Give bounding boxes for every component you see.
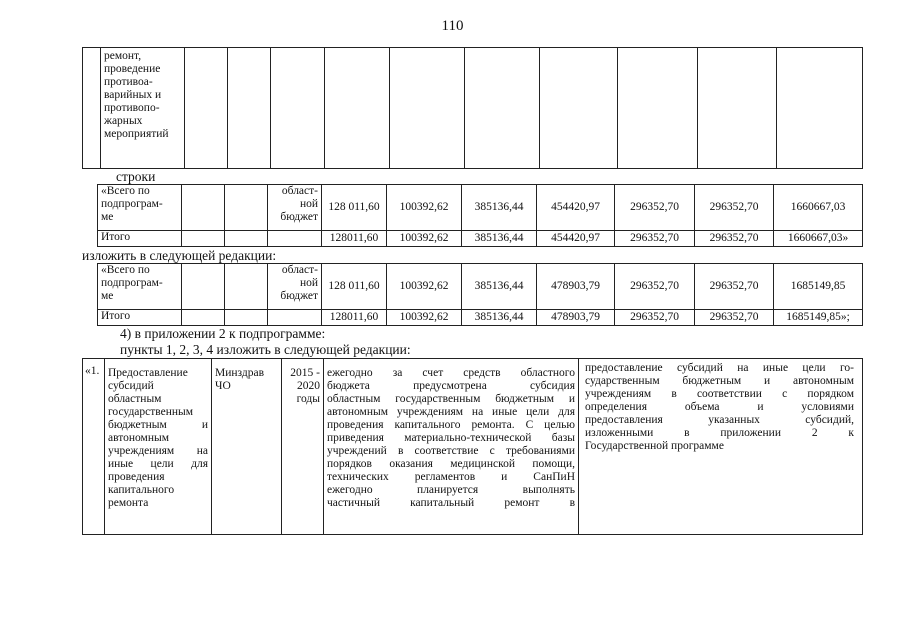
cell-empty [225,231,268,247]
cell-empty [777,48,863,169]
value-cell: 385136,44 [462,231,537,247]
value-cell: 128 011,60 [322,185,387,231]
cell-empty [618,48,698,169]
label-new-edition: изложить в следующей редакции: [82,248,277,263]
value-cell: 385136,44 [462,310,537,326]
measure-row [83,359,863,535]
measure-content [324,359,579,535]
source-line: бюджет [280,290,318,302]
row-name-line: ме [101,290,114,302]
measure-line: ремонт, [104,50,142,62]
measure-name-line: субсидий [108,380,154,392]
measure-name-line: государственным [108,406,194,418]
executor-line: ЧО [215,380,231,392]
row-name-line: «Всего по [101,185,150,197]
value-cell: 1685149,85»; [774,310,863,326]
cell-measure-name [101,48,185,169]
content-line: бюджета предусмотрена субсидия [327,380,575,392]
value-cell: 478903,79 [537,264,615,310]
executor-line: Минздрав [215,367,265,379]
table-row [98,231,863,247]
value-cell: 128011,60 [322,310,387,326]
table-row [98,185,863,231]
row-name-line: ме [101,211,114,223]
cell-number [83,48,101,169]
content-line: приведения материально-технической базы [327,432,575,444]
source-line: ной [299,277,318,289]
measure-name-line: ремонта [108,497,149,509]
expected-result [579,359,863,535]
result-line: сударственным бюджетным и автономным [585,375,854,387]
table-row [98,264,863,310]
value-cell: 296352,70 [615,185,695,231]
measure-name [105,359,212,535]
value-cell: 454420,97 [537,185,615,231]
cell-empty [182,231,225,247]
value-cell: 296352,70 [615,264,695,310]
cell-empty [465,48,540,169]
value-cell: 385136,44 [462,185,537,231]
cell-empty [225,310,268,326]
funding-source [268,264,322,310]
cell-empty [182,264,225,310]
measure-name-line: автономным [108,432,169,444]
value-cell: 296352,70 [695,231,774,247]
item-number: «1. [83,359,105,535]
row-name [98,185,182,231]
result-line: учреждениям в соответствии с порядком [585,388,854,400]
cell-empty [225,185,268,231]
content-line: областным государственным бюджетным и [327,393,575,405]
content-line: проведения капитального ремонта. С целью [327,419,575,431]
content-line: учреждений в соответствие с требованиями [327,445,575,457]
period-line: годы [296,393,320,405]
result-line: определения объема и условиями [585,401,854,413]
source-line: бюджет [280,211,318,223]
new-totals-table [97,263,863,326]
value-cell: 1660667,03» [774,231,863,247]
source-line: област- [281,264,318,276]
source-line: област- [281,185,318,197]
cell-empty [540,48,618,169]
value-cell: 296352,70 [615,231,695,247]
cell-empty [228,48,271,169]
measure-line: противопо- [104,102,160,114]
content-line: частичный капитальный ремонт в [327,497,575,509]
period-line: 2015 - [290,367,320,379]
measure-table [82,358,863,535]
cell-empty [325,48,390,169]
measure-line: проведение [104,63,161,75]
period [282,359,324,535]
cell-empty [185,48,228,169]
value-cell: 454420,97 [537,231,615,247]
measure-line: противоа- [104,76,153,88]
row-name: Итого [98,231,182,247]
value-cell: 296352,70 [695,264,774,310]
value-cell: 100392,62 [387,310,462,326]
value-cell: 296352,70 [695,310,774,326]
period-line: 2020 [297,380,320,392]
value-cell: 296352,70 [615,310,695,326]
continuation-row [83,48,863,169]
old-totals-table [97,184,863,247]
cell-empty [268,231,322,247]
row-name-line: подпрограм- [101,198,163,210]
funding-source [268,185,322,231]
content-line: ежегодно за счет средств областного [327,367,575,379]
cell-empty [390,48,465,169]
value-cell: 100392,62 [387,231,462,247]
cell-empty [698,48,777,169]
value-cell: 128011,60 [322,231,387,247]
value-cell: 100392,62 [387,264,462,310]
result-line: Государственной программе [585,440,724,452]
content-line: порядков оказания медицинской помощи, [327,458,575,470]
continuation-table [82,47,863,169]
value-cell: 128 011,60 [322,264,387,310]
cell-empty [271,48,325,169]
measure-name-line: учреждениям на [108,445,208,457]
measure-line: жарных [104,115,143,127]
measure-name-line: областным [108,393,162,405]
measure-name-line: Предоставление [108,367,188,379]
measure-name-line: капитального [108,484,175,496]
content-line: технических регламентов и СанПиН [327,471,575,483]
row-name-line: подпрограм- [101,277,163,289]
row-name: Итого [98,310,182,326]
measure-name-line: бюджетным и [108,419,208,431]
label-appendix: 4) в приложении 2 к подпрограмме: [120,326,326,341]
value-cell: 100392,62 [387,185,462,231]
measure-name-line: иные цели для [108,458,208,470]
result-line: предоставления указанных субсидий, [585,414,854,426]
executor [212,359,282,535]
value-cell: 478903,79 [537,310,615,326]
measure-name-line: проведения [108,471,165,483]
content-line: автономным учреждениям на иные цели для [327,406,575,418]
value-cell: 1660667,03 [774,185,863,231]
cell-empty [268,310,322,326]
cell-empty [225,264,268,310]
page-number: 110 [441,18,464,34]
measure-line: варийных и [104,89,162,101]
content-line: ежегодно планируется выполнять [327,484,575,496]
table-row [98,310,863,326]
value-cell: 385136,44 [462,264,537,310]
row-name [98,264,182,310]
label-rows: строки [116,169,156,184]
label-points: пункты 1, 2, 3, 4 изложить в следующей редакции: [120,342,411,357]
source-line: ной [299,198,318,210]
value-cell: 296352,70 [695,185,774,231]
measure-line: мероприятий [104,128,169,140]
cell-empty [182,185,225,231]
row-name-line: «Всего по [101,264,150,276]
result-line: предоставление субсидий на иные цели го- [585,362,854,374]
value-cell: 1685149,85 [774,264,863,310]
result-line: изложенными в приложении 2 к [585,427,854,439]
cell-empty [182,310,225,326]
